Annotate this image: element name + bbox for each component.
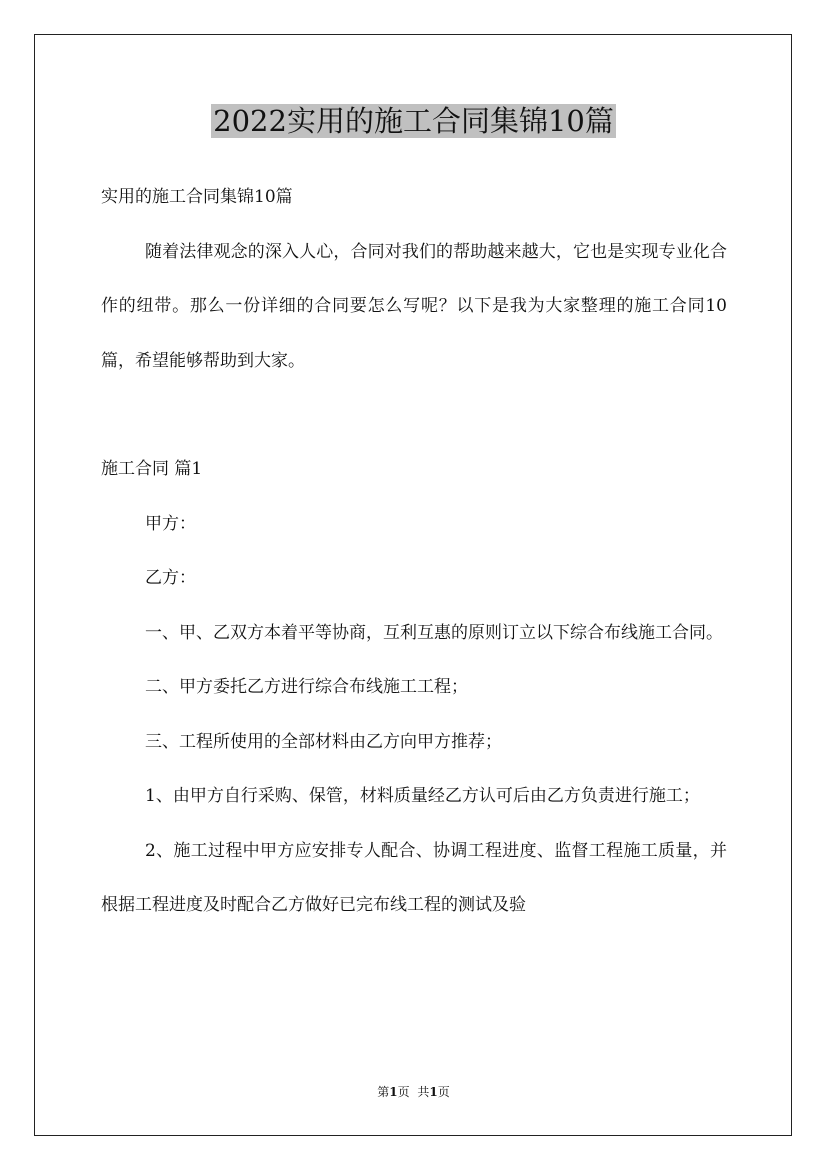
total-suffix: 页: [437, 1085, 450, 1099]
total-pages: 1: [429, 1085, 438, 1099]
party-b-line: 乙方：: [145, 568, 196, 588]
document-title-text: 2022实用的施工合同集锦10篇: [213, 104, 614, 138]
section-heading: 施工合同 篇1: [101, 459, 203, 479]
document-subtitle: 实用的施工合同集锦10篇: [101, 187, 293, 207]
page-number: 1: [389, 1085, 398, 1099]
intro-paragraph: 随着法律观念的深入人心，合同对我们的帮助越来越大，它也是实现专业化合作的纽带。那么一份详细的合同要怎么写呢？以下是我为大家整理的施工合同10篇，希望能够帮助到大家。: [101, 241, 727, 371]
clause-1: 一、甲、乙双方本着平等协商，互利互惠的原则订立以下综合布线施工合同。: [145, 622, 723, 643]
clause-3-item-2: 2、施工过程中甲方应安排专人配合、协调工程进度、监督工程施工质量，并根据工程进度及时配合乙方做好已完布线工程的测试及验: [101, 840, 727, 915]
page-footer: [0, 1083, 827, 1101]
total-prefix: 共: [417, 1085, 430, 1099]
clause-3: 三、工程所使用的全部材料由乙方向甲方推荐；: [145, 731, 502, 752]
document-title: [0, 99, 827, 143]
clause-2: 二、甲方委托乙方进行综合布线施工工程；: [145, 677, 468, 697]
page-suffix: 页: [397, 1085, 410, 1099]
blank-line: [101, 388, 727, 442]
document-body: [101, 170, 727, 933]
clause-3-item-1: 1、由甲方自行采购、保管，材料质量经乙方认可后由乙方负责进行施工；: [145, 786, 700, 806]
party-a-line: 甲方：: [145, 513, 196, 534]
page-prefix: 第: [377, 1085, 390, 1099]
